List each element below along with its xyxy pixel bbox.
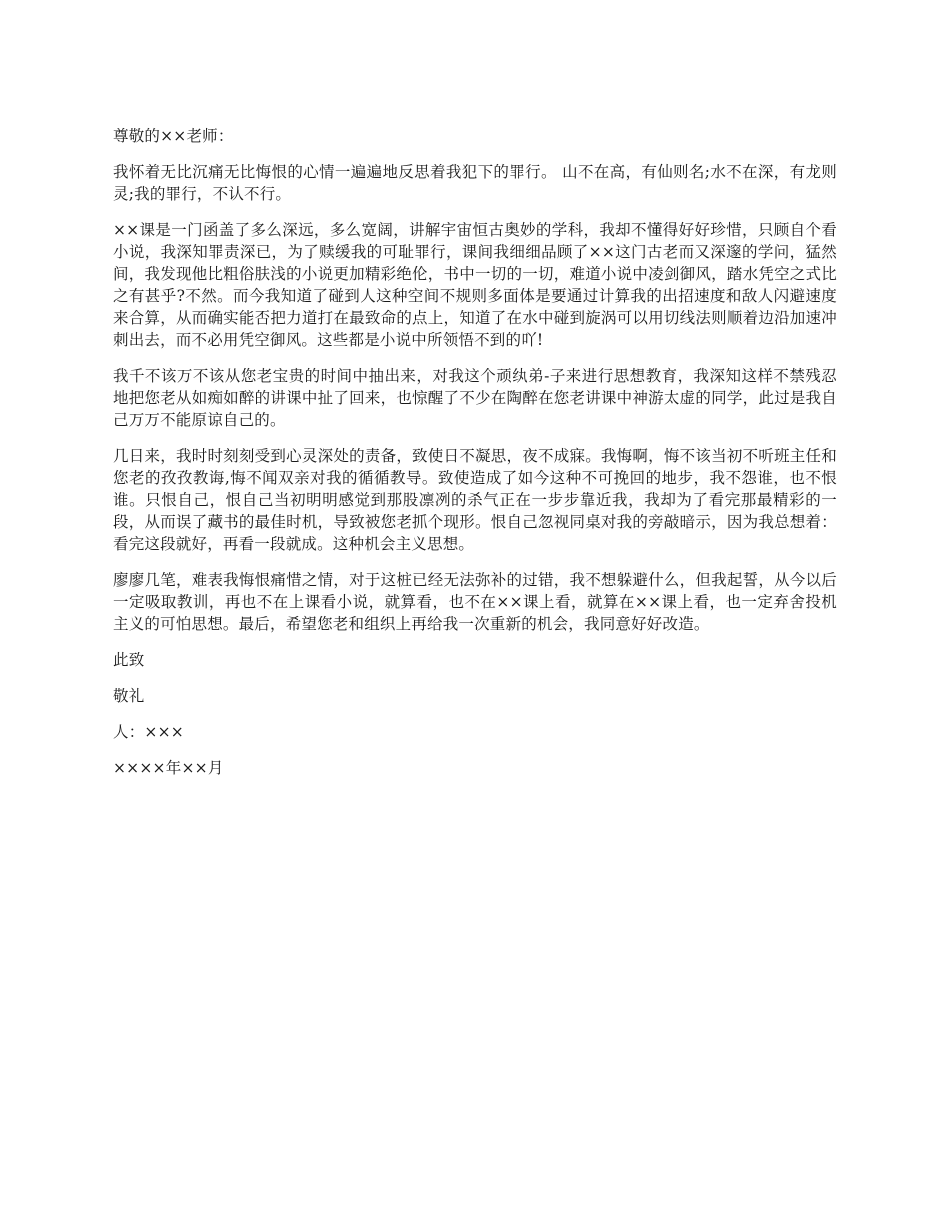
letter-document bbox=[113, 125, 837, 793]
salutation: 尊敬的××老师： bbox=[113, 127, 234, 145]
signer-line: 人：××× bbox=[113, 723, 184, 741]
paragraph-5: 廖廖几笔，难表我悔恨痛惜之情，对于这桩已经无法弥补的过错，我不想躲避什么，但我起誓，从今以后一定吸取教训，再也不在上课看小说，就算看，也不在××课上看，就算在××课上看，也一定弃舍投机主义的可怕思想。最后，希望您老和组织上再给我一次重新的机会，我同意好好改造。 bbox=[113, 571, 837, 633]
closing-line-1: 此致 bbox=[113, 651, 145, 669]
paragraph-1: 我怀着无比沉痛无比悔恨的心情一遍遍地反思着我犯下的罪行。 山不在高，有仙则名;水不在深，有龙则灵;我的罪行，不认不行。 bbox=[113, 163, 837, 203]
paragraph-3: 我千不该万不该从您老宝贵的时间中抽出来，对我这个顽纨弟-子来进行思想教育，我深知这样不禁残忍地把您老从如痴如醉的讲课中扯了回来，也惊醒了不少在陶醉在您老讲课中神游太虚的同学，此过是我自己万万不能原谅自己的。 bbox=[113, 367, 837, 429]
closing-line-2: 敬礼 bbox=[113, 687, 145, 705]
date-line: ××××年××月 bbox=[113, 759, 224, 777]
paragraph-4: 几日来，我时时刻刻受到心灵深处的责备，致使日不凝思，夜不成寐。我悔啊，悔不该当初不听班主任和您老的孜孜教诲,悔不闻双亲对我的循循教导。致使造成了如今这种不可挽回的地步，我不怨谁，也不恨谁。只恨自己，恨自己当初明明感觉到那股凛冽的杀气正在一步步靠近我，我却为了看完那最精彩的一段，从而误了藏书的最佳时机，导致被您老抓个现形。恨自己忽视同桌对我的旁敲暗示，因为我总想着：看完这段就好，再看一段就成。这种机会主义思想。 bbox=[113, 447, 837, 553]
paragraph-2: ××课是一门函盖了多么深远，多么宽阔，讲解宇宙恒古奥妙的学科，我却不懂得好好珍惜，只顾自个看小说，我深知罪责深已，为了赎缓我的可耻罪行，课间我细细品顾了××这门古老而又深邃的学问，猛然间，我发现他比粗俗肤浅的小说更加精彩绝伦，书中一切的一切，难道小说中凌剑御风，踏水凭空之式比之有甚乎?不然。而今我知道了碰到人这种空间不规则多面体是要通过计算我的出招速度和敌人闪避速度来合算，从而确实能否把力道打在最致命的点上，知道了在水中碰到旋涡可以用切线法则顺着边沿加速冲刺出去，而不必用凭空御风。这些都是小说中所领悟不到的吖! bbox=[113, 221, 837, 349]
